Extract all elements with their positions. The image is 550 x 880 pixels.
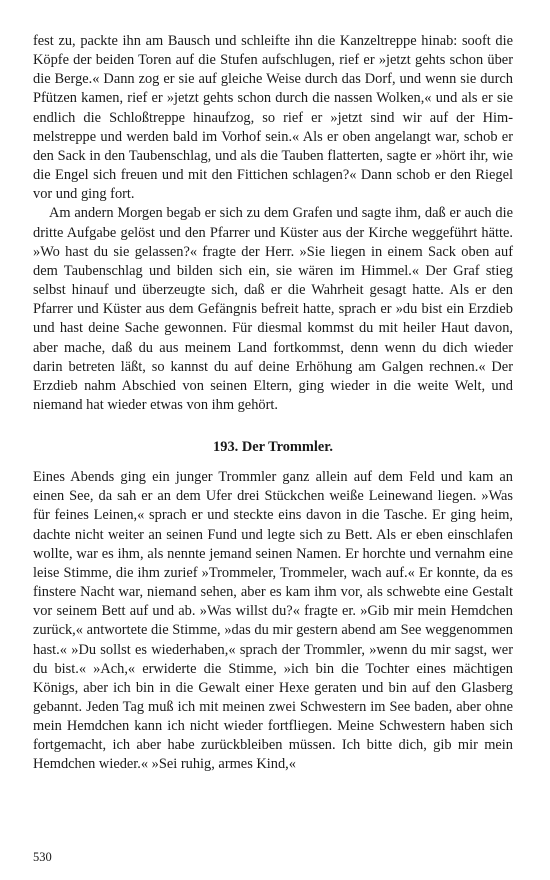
page-number: 530 (33, 850, 52, 864)
book-page (33, 32, 513, 775)
section-heading: 193. Der Trommler. (213, 439, 333, 456)
paragraph-trommler-opening: Eines Abends ging ein junger Trommler ganz allein auf dem Feld und kam an einen See, da sah er an dem Ufer drei Stückchen weiße Leinewand liegen. »Was für feines Leinen,« sprach er und steckte eins davon in die Tasche. Er ging heim, dachte nicht weiter an seinen Fund und legte sich zu Bett. Als er eben einschlafen wollte, war es ihm, als nennte jemand seinen Namen. Er horchte und vernahm eine leise Stimme, die ihm zurief »Trommeler, Trommeler, wach auf.« Er konnte, da es finstere Nacht war, niemand sehen, aber es kam ihm vor, als schwebte eine Gestalt vor seinem Bett auf und ab. »Was willst du?« fragte er. »Gib mir mein Hemdchen zurück,« antwortete die Stimme, »das du mir gestern abend am See weggenommen hast.« »Du sollst es wiederhaben,« sprach der Trommler, »wenn du mir sagst, wer du bist.« »Ach,« erwiderte die Stimme, »ich bin die Tochter eines mächtigen Königs, aber ich bin in die Gewalt einer Hexe geraten und bin auf den Glasberg gebannt. Jeden Tag muß ich mit meinen zwei Schwestern im See baden, aber ohne mein Hemdchen kann ich nicht wieder fortfliegen. Meine Schwestern haben sich fortgemacht, ich aber habe zurückbleiben müssen. Ich bitte dich, gib mir mein Hemdchen wieder.« »Sei ruhig, armes Kind,« (33, 469, 513, 773)
paragraph-continued: fest zu, packte ihn am Bausch und schleifte ihn die Kanzeltreppe hinab: sooft die Köpfe der beiden Toren auf die Stufen aufschlugen, rief er »jetzt gehts schon über die Berge.« Dann zog er sie auf gleiche Weise durch das Dorf, und wenn sie durch Pfützen kamen, rief er »jetzt gehts schon durch die nassen Wolken,« und als er sie endlich die Schloßtreppe hinaufzog, so rief er »jetzt sind wir auf der Himmelstreppe und werden bald im Vorhof sein.« Als er oben angelangt war, schob er den Sack in den Taubenschlag, und als die Tauben flatterten, sagte er »hört ihr, wie die Engel sich freuen und mit den Fittichen schlagen?« Dann schob er den Riegel vor und ging fort. (33, 33, 513, 203)
paragraph-erzdieb-ending: Am andern Morgen begab er sich zu dem Grafen und sagte ihm, daß er auch die dritte Aufgabe gelöst und den Pfarrer und Küster aus der Kirche weggeführt hätte. »Wo hast du sie gelassen?« fragte der Herr. »Sie liegen in einem Sack oben auf dem Taubenschlag und bilden sich ein, sie wären im Himmel.« Der Graf stieg selbst hinauf und überzeugte sich, daß er die Wahrheit gesagt hatte. Als er den Pfarrer und Küster aus dem Gefängnis befreit hatte, sprach er »du bist ein Erzdieb und hast deine Sache gewonnen. Für diesmal kommst du mit heiler Haut davon, aber mache, daß du aus meinem Land fortkommst, denn wenn du dich wieder darin betreten läßt, so kannst du auf deine Erhöhung am Galgen rechnen.« Der Erzdieb nahm Abschied von seinen Eltern, ging wieder in die weite Welt, und niemand hat wieder etwas von ihm gehört. (33, 205, 513, 413)
